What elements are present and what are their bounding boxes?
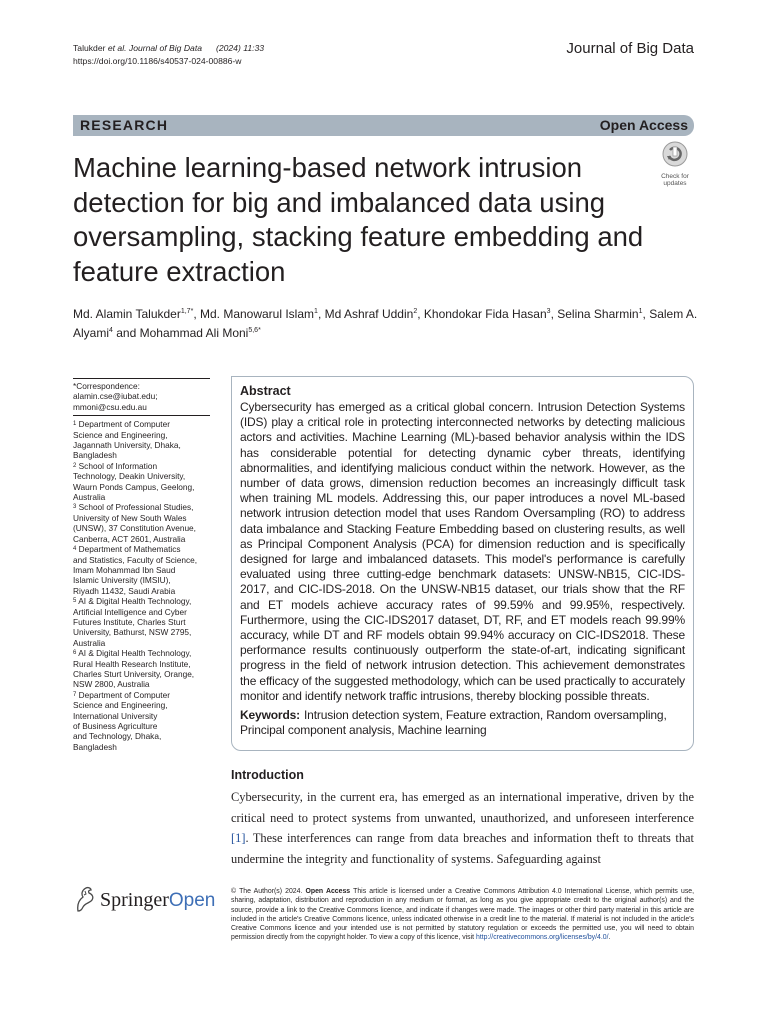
author-name: Md Ashraf Uddin <box>324 307 414 321</box>
author-affiliation-marker: 1 <box>314 308 318 315</box>
affiliation-text: Riyadh 11432, Saudi Arabia <box>73 585 176 596</box>
affiliation-line <box>73 596 210 606</box>
affiliation-line <box>73 627 210 637</box>
affiliation-line <box>73 617 210 627</box>
affiliation-text: Rural Health Research Institute, <box>73 658 191 669</box>
affiliation-line <box>73 565 210 575</box>
affiliation-text: Australia <box>73 637 106 648</box>
affiliation-line <box>73 450 210 460</box>
publisher-name: Springer <box>100 889 169 911</box>
correspondence-email[interactable]: mmoni@csu.edu.au <box>73 401 147 412</box>
correspondence-label: *Correspondence: <box>73 381 140 391</box>
affiliation-item <box>73 419 210 461</box>
affiliation-item <box>73 690 210 752</box>
journal-name: Journal of Big Data <box>566 40 694 57</box>
affiliation-text: Bangladesh <box>73 741 117 752</box>
author-affiliation-marker: 5,6* <box>248 327 261 334</box>
affiliation-text: AI & Digital Health Technology, <box>76 596 192 607</box>
author-affiliation-marker: 2 <box>413 308 418 315</box>
affiliation-text: Science and Engineering, <box>73 700 168 711</box>
intro-text: Cybersecurity, in the current era, has emerged as an international imperative, driven by the critical need to protect systems from unwanted, unauthorized, and unforeseen interference <box>231 790 694 825</box>
affiliation-line <box>73 638 210 648</box>
affiliation-text: School of Professional Studies, <box>76 502 194 513</box>
affiliation-item <box>73 544 210 596</box>
affiliation-line <box>73 544 210 554</box>
affiliation-text: AI & Digital Health Technology, <box>76 648 192 659</box>
article-title: Machine learning-based network intrusion detection for big and imbalanced data using oversampling, stacking feature embedding and feature extraction <box>73 152 644 287</box>
affiliation-text: Futures Institute, Charles Sturt <box>73 616 186 627</box>
affiliation-line <box>73 502 210 512</box>
affiliation-text: Science and Engineering, <box>73 429 168 440</box>
affiliation-number: 4 <box>73 546 77 553</box>
affiliation-text: Charles Sturt University, Orange, <box>73 668 195 679</box>
affiliation-text: Department of Mathematics <box>76 544 181 555</box>
affiliation-line <box>73 419 210 429</box>
doi-link[interactable]: https://doi.org/10.1186/s40537-024-00886-w <box>73 56 242 66</box>
citation-ref-link[interactable]: [1] <box>231 831 246 845</box>
affiliation-item <box>73 596 210 648</box>
affiliation-line <box>73 492 210 502</box>
affiliation-line <box>73 534 210 544</box>
affiliation-list <box>73 419 210 752</box>
affiliation-line <box>73 430 210 440</box>
affiliation-text: Islamic University (IMSIU), <box>73 575 171 586</box>
introduction-heading: Introduction <box>231 768 304 782</box>
affiliation-text: School of Information <box>76 460 158 471</box>
affiliation-number: 3 <box>73 504 77 511</box>
article-type-band <box>73 115 694 136</box>
sidebar-divider <box>73 415 210 416</box>
keywords-text: Intrusion detection system, Feature extraction, Random oversampling, Principal component analysis, Machine learning <box>240 708 667 738</box>
affiliation-text: University of New South Wales <box>73 512 187 523</box>
check-updates-line2: updates <box>663 180 687 187</box>
author-name: Salem A. Alyami <box>73 307 698 340</box>
author-list: Md. Alamin Talukder$^{1,7*}$, Md. Manowarul Islam$^1$, Md Ashraf Uddin$^2$, Khondokar Fida Hasan$^3$, Selina Sharmin$^1$, Salem A. Alyami$^4$ and Mohammad Ali Moni$^{5,6*}$ <box>73 307 698 340</box>
affiliation-line <box>73 742 210 752</box>
author-name: Selina Sharmin <box>557 307 639 321</box>
affiliation-sidebar <box>73 378 210 752</box>
citation-line <box>73 42 264 55</box>
author-name: Khondokar Fida Hasan <box>423 307 547 321</box>
license-link[interactable]: http://creativecommons.org/licenses/by/4.0/ <box>475 934 609 942</box>
affiliation-text: International University <box>73 710 158 721</box>
affiliation-text: Waurn Ponds Campus, Geelong, <box>73 481 195 492</box>
springer-horse-icon <box>73 885 97 913</box>
affiliation-line <box>73 575 210 585</box>
affiliation-line <box>73 659 210 669</box>
affiliation-line <box>73 513 210 523</box>
affiliation-item <box>73 648 210 690</box>
affiliation-number: 1 <box>73 421 77 428</box>
affiliation-line <box>73 461 210 471</box>
affiliation-line <box>73 711 210 721</box>
affiliation-text: Department of Computer <box>76 689 170 700</box>
affiliation-text: Canberra, ACT 2601, Australia <box>73 533 186 544</box>
keywords <box>240 708 685 738</box>
affiliation-number: 7 <box>73 691 77 698</box>
check-updates-icon <box>662 141 688 167</box>
affiliation-text: and Technology, Dhaka, <box>73 731 162 742</box>
license-text: This article is licensed under a Creative Commons Attribution 4.0 International License, which permits use, sharing, adaptation, distribution and reproduction in any medium or format, as long as you give appropriate credit to the original author(s) and the source, provide a link to the Creative Commons licence, and indicate if changes were made. The images or other third party material in this article are included in the article's Creative Commons licence, unless indicated otherwise in a credit line to the material. If material is not included in the article's Creative Commons licence and your intended use is not permitted by statutory regulation or exceeds the permitted use, you will need to obtain permission directly from the copyright holder. To view a copy of this licence, visit <box>231 888 695 942</box>
open-access-label: Open Access <box>599 117 688 133</box>
affiliation-number: 5 <box>73 598 77 605</box>
affiliation-text: Department of Computer <box>76 419 170 430</box>
affiliation-line <box>73 471 210 481</box>
citation-first-author: Talukder <box>73 43 106 53</box>
springer-open-logo <box>73 885 218 915</box>
affiliation-text: Technology, Deakin University, <box>73 471 186 482</box>
affiliation-line <box>73 555 210 565</box>
correspondence-email[interactable]: alamin.cse@iubat.edu; <box>73 391 158 402</box>
introduction-body <box>231 787 694 869</box>
author-name: Md. Alamin Talukder <box>73 307 181 321</box>
affiliation-text: NSW 2800, Australia <box>73 679 150 690</box>
publisher-suffix: Open <box>168 890 216 911</box>
affiliation-line <box>73 669 210 679</box>
affiliation-line <box>73 721 210 731</box>
keywords-label: Keywords: <box>240 708 300 723</box>
affiliation-text: of Business Agriculture <box>73 721 158 731</box>
author-affiliation-marker: 3 <box>546 308 551 315</box>
affiliation-item <box>73 461 210 503</box>
citation-header <box>73 42 264 68</box>
abstract-box <box>231 376 694 751</box>
affiliation-text: Jagannath University, Dhaka, <box>73 440 181 451</box>
author-affiliation-marker: 4 <box>109 327 113 334</box>
affiliation-line <box>73 679 210 689</box>
affiliation-text: and Statistics, Faculty of Science, <box>73 554 198 565</box>
license-open-access: Open Access <box>305 888 351 895</box>
affiliation-line <box>73 690 210 700</box>
affiliation-line <box>73 523 210 533</box>
affiliation-text: Bangladesh <box>73 450 117 461</box>
affiliation-number: 6 <box>73 650 77 657</box>
affiliation-line <box>73 700 210 710</box>
affiliation-item <box>73 502 210 544</box>
citation-journal: et al. Journal of Big Data <box>107 43 202 53</box>
article-type-label: RESEARCH <box>80 117 169 133</box>
affiliation-number: 2 <box>73 462 77 469</box>
license-suffix: . <box>608 934 611 942</box>
intro-text-continued: . These interferences can range from data breaches and information theft to threats that undermine the integrity and functionality of systems. Safeguarding against <box>231 831 694 866</box>
affiliation-line <box>73 648 210 658</box>
check-for-updates-badge[interactable] <box>655 141 695 187</box>
affiliation-text: Australia <box>73 492 106 503</box>
affiliation-line <box>73 607 210 617</box>
author-name: Md. Manowarul Islam <box>199 307 315 321</box>
author-affiliation-marker: 1 <box>638 308 643 315</box>
affiliation-line <box>73 731 210 741</box>
affiliation-text: (UNSW), 37 Constitution Avenue, <box>73 523 196 534</box>
affiliation-line <box>73 482 210 492</box>
affiliation-text: University, Bathurst, NSW 2795, <box>73 627 192 638</box>
sidebar-top-rule <box>73 378 210 379</box>
license-statement <box>231 887 694 943</box>
affiliation-text: Imam Mohammad Ibn Saud <box>73 564 176 575</box>
citation-year: (2024) 11:33 <box>215 43 265 53</box>
affiliation-line <box>73 586 210 596</box>
affiliation-text: Artificial Intelligence and Cyber <box>73 606 187 617</box>
abstract-body: Cybersecurity has emerged as a critical global concern. Intrusion Detection Systems (IDS) play a critical role in protecting interconnected networks by detecting malicious actors and activities. Machine Learning (ML)-based behavior analysis within the IDS has considerable potential for detecting dynamic cyber threats, identifying abnormalities, and identifying malicious conduct within the network. However, as the number of data grows, dimension reduction becomes an increasingly difficult task when training ML models. Addressing this, our paper introduces a novel ML-based network intrusion detection model that uses Random Oversampling (RO) to address data imbalance and Stacking Feature Embedding based on clustering results, as well as Principal Component Analysis (PCA) for dimension reduction and is specifically designed for large and imbalanced datasets. This model's performance is carefully evaluated using three cutting-edge benchmark datasets: UNSW-NB15, CIC-IDS-2017, and CIC-IDS-2018. On the UNSW-NB15 dataset, our trials show that the RF and ET models achieve accuracy rates of 99.59% and 99.95%, respectively. Furthermore, using the CIC-IDS2017 dataset, DT, RF, and ET models reach 99.99% accuracy, while DT and RF models obtain 99.94% accuracy on CIC-IDS2018. These performance results continuously outperform the state-of-art, indicating significant progress in the field of network intrusion detection. This achievement demonstrates the efficacy of the suggested methodology, which can be used practically to accurately monitor and identify network traffic intrusions, thereby blocking possible threats. <box>240 400 685 703</box>
author-affiliation-marker: 1,7* <box>180 308 194 315</box>
affiliation-line <box>73 440 210 450</box>
check-updates-line1: Check for <box>661 173 689 180</box>
license-prefix: © The Author(s) 2024. <box>231 888 306 895</box>
author-name: Mohammad Ali Moni <box>139 326 249 340</box>
abstract-heading: Abstract <box>240 384 291 398</box>
